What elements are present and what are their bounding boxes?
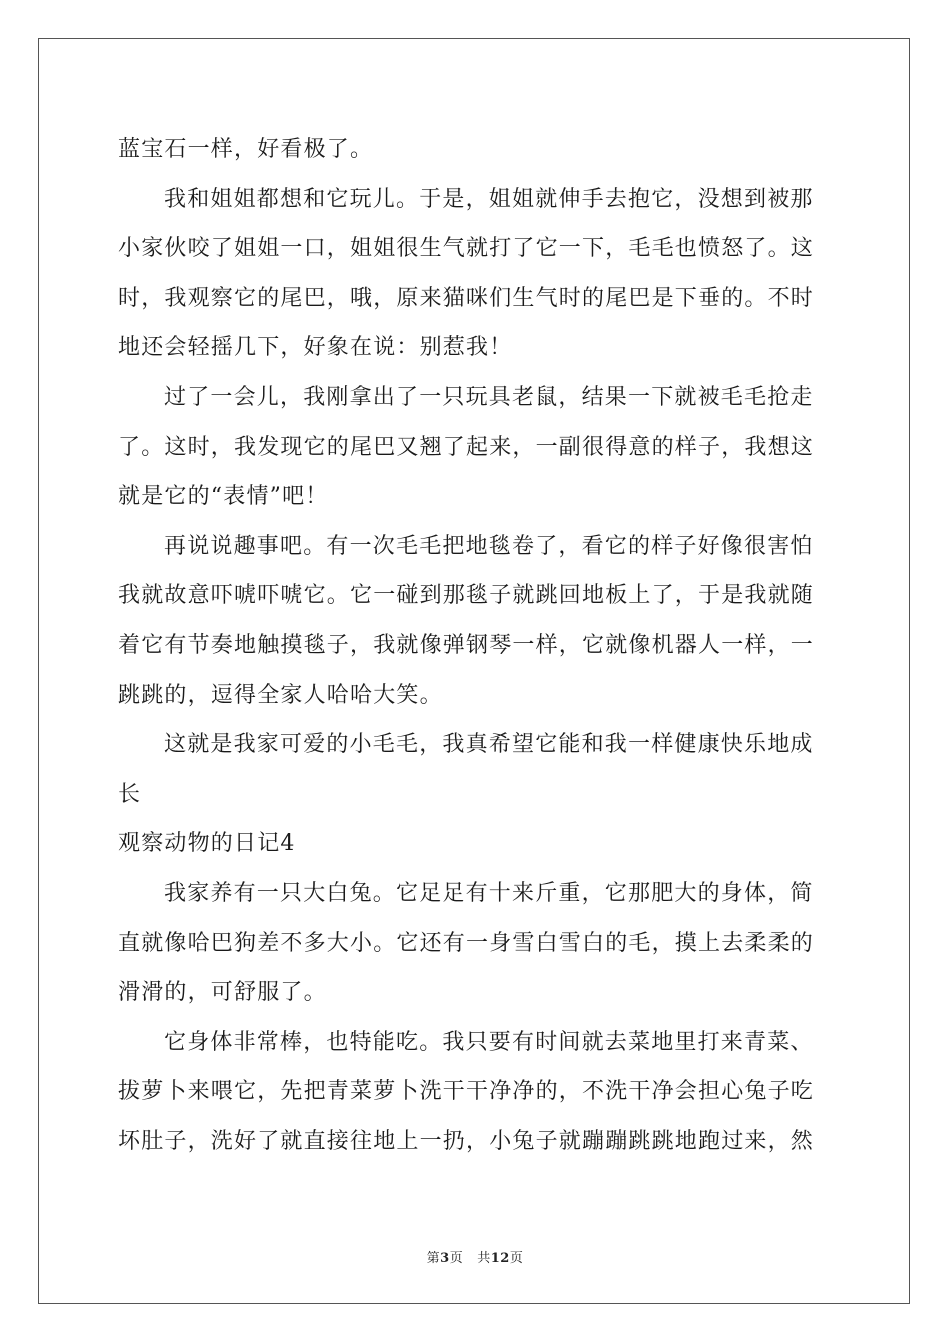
page-suffix: 页	[449, 1251, 464, 1266]
text-line: 跳跳的，逗得全家人哈哈大笑。	[118, 682, 443, 708]
text-line: 坏肚子，洗好了就直接往地上一扔，小兔子就蹦蹦跳跳地跑过来，然	[118, 1128, 815, 1154]
text-line: 蓝宝石一样，好看极了。	[118, 137, 374, 162]
text-line: 小家伙咬了姐姐一口，姐姐很生气就打了它一下，毛毛也愤怒了。这	[118, 236, 815, 262]
text-line: 长	[118, 781, 142, 807]
document-body	[118, 125, 838, 1166]
text-line: 过了一会儿，我刚拿出了一只玩具老鼠，结果一下就被毛毛抢走	[164, 384, 814, 410]
page-prefix: 第	[426, 1251, 441, 1266]
total-prefix: 共	[477, 1251, 491, 1266]
text-line: 着它有节奏地触摸毯子，我就像弹钢琴一样，它就像机器人一样，一	[118, 632, 815, 658]
text-line: 这就是我家可爱的小毛毛，我真希望它能和我一样健康快乐地成	[164, 732, 814, 758]
text-line: 了。这时，我发现它的尾巴又翘了起来，一副很得意的样子，我想这	[118, 434, 815, 460]
text-line: 我和姐姐都想和它玩儿。于是，姐姐就伸手去抱它，没想到被那	[164, 186, 814, 212]
page-number: 3	[440, 1251, 450, 1266]
text-line: 拔萝卜来喂它，先把青菜萝卜洗干干净净的，不洗干净会担心兔子吃	[118, 1079, 815, 1105]
text-line: 直就像哈巴狗差不多大小。它还有一身雪白雪白的毛，摸上去柔柔的	[118, 930, 815, 956]
text-line: 地还会轻摇几下，好象在说：别惹我！	[118, 335, 513, 361]
text-line: 它身体非常棒，也特能吃。我只要有时间就去菜地里打来青菜、	[164, 1029, 814, 1055]
text-line: 再说说趣事吧。有一次毛毛把地毯卷了，看它的样子好像很害怕	[164, 533, 814, 559]
text-line: 我就故意吓唬吓唬它。它一碰到那毯子就跳回地板上了，于是我就随	[118, 583, 815, 609]
text-line: 时，我观察它的尾巴，哦，原来猫咪们生气时的尾巴是下垂的。不时	[118, 285, 815, 311]
text-line: 观察动物的日记4	[118, 831, 296, 857]
text-line: 就是它的“表情”吧！	[118, 484, 329, 510]
text-line: 我家养有一只大白兔。它足足有十来斤重，它那肥大的身体，简	[164, 880, 814, 906]
total-pages: 12	[490, 1251, 510, 1266]
page-footer	[0, 1247, 950, 1266]
total-suffix: 页	[509, 1251, 524, 1266]
text-line: 滑滑的，可舒服了。	[118, 980, 327, 1006]
